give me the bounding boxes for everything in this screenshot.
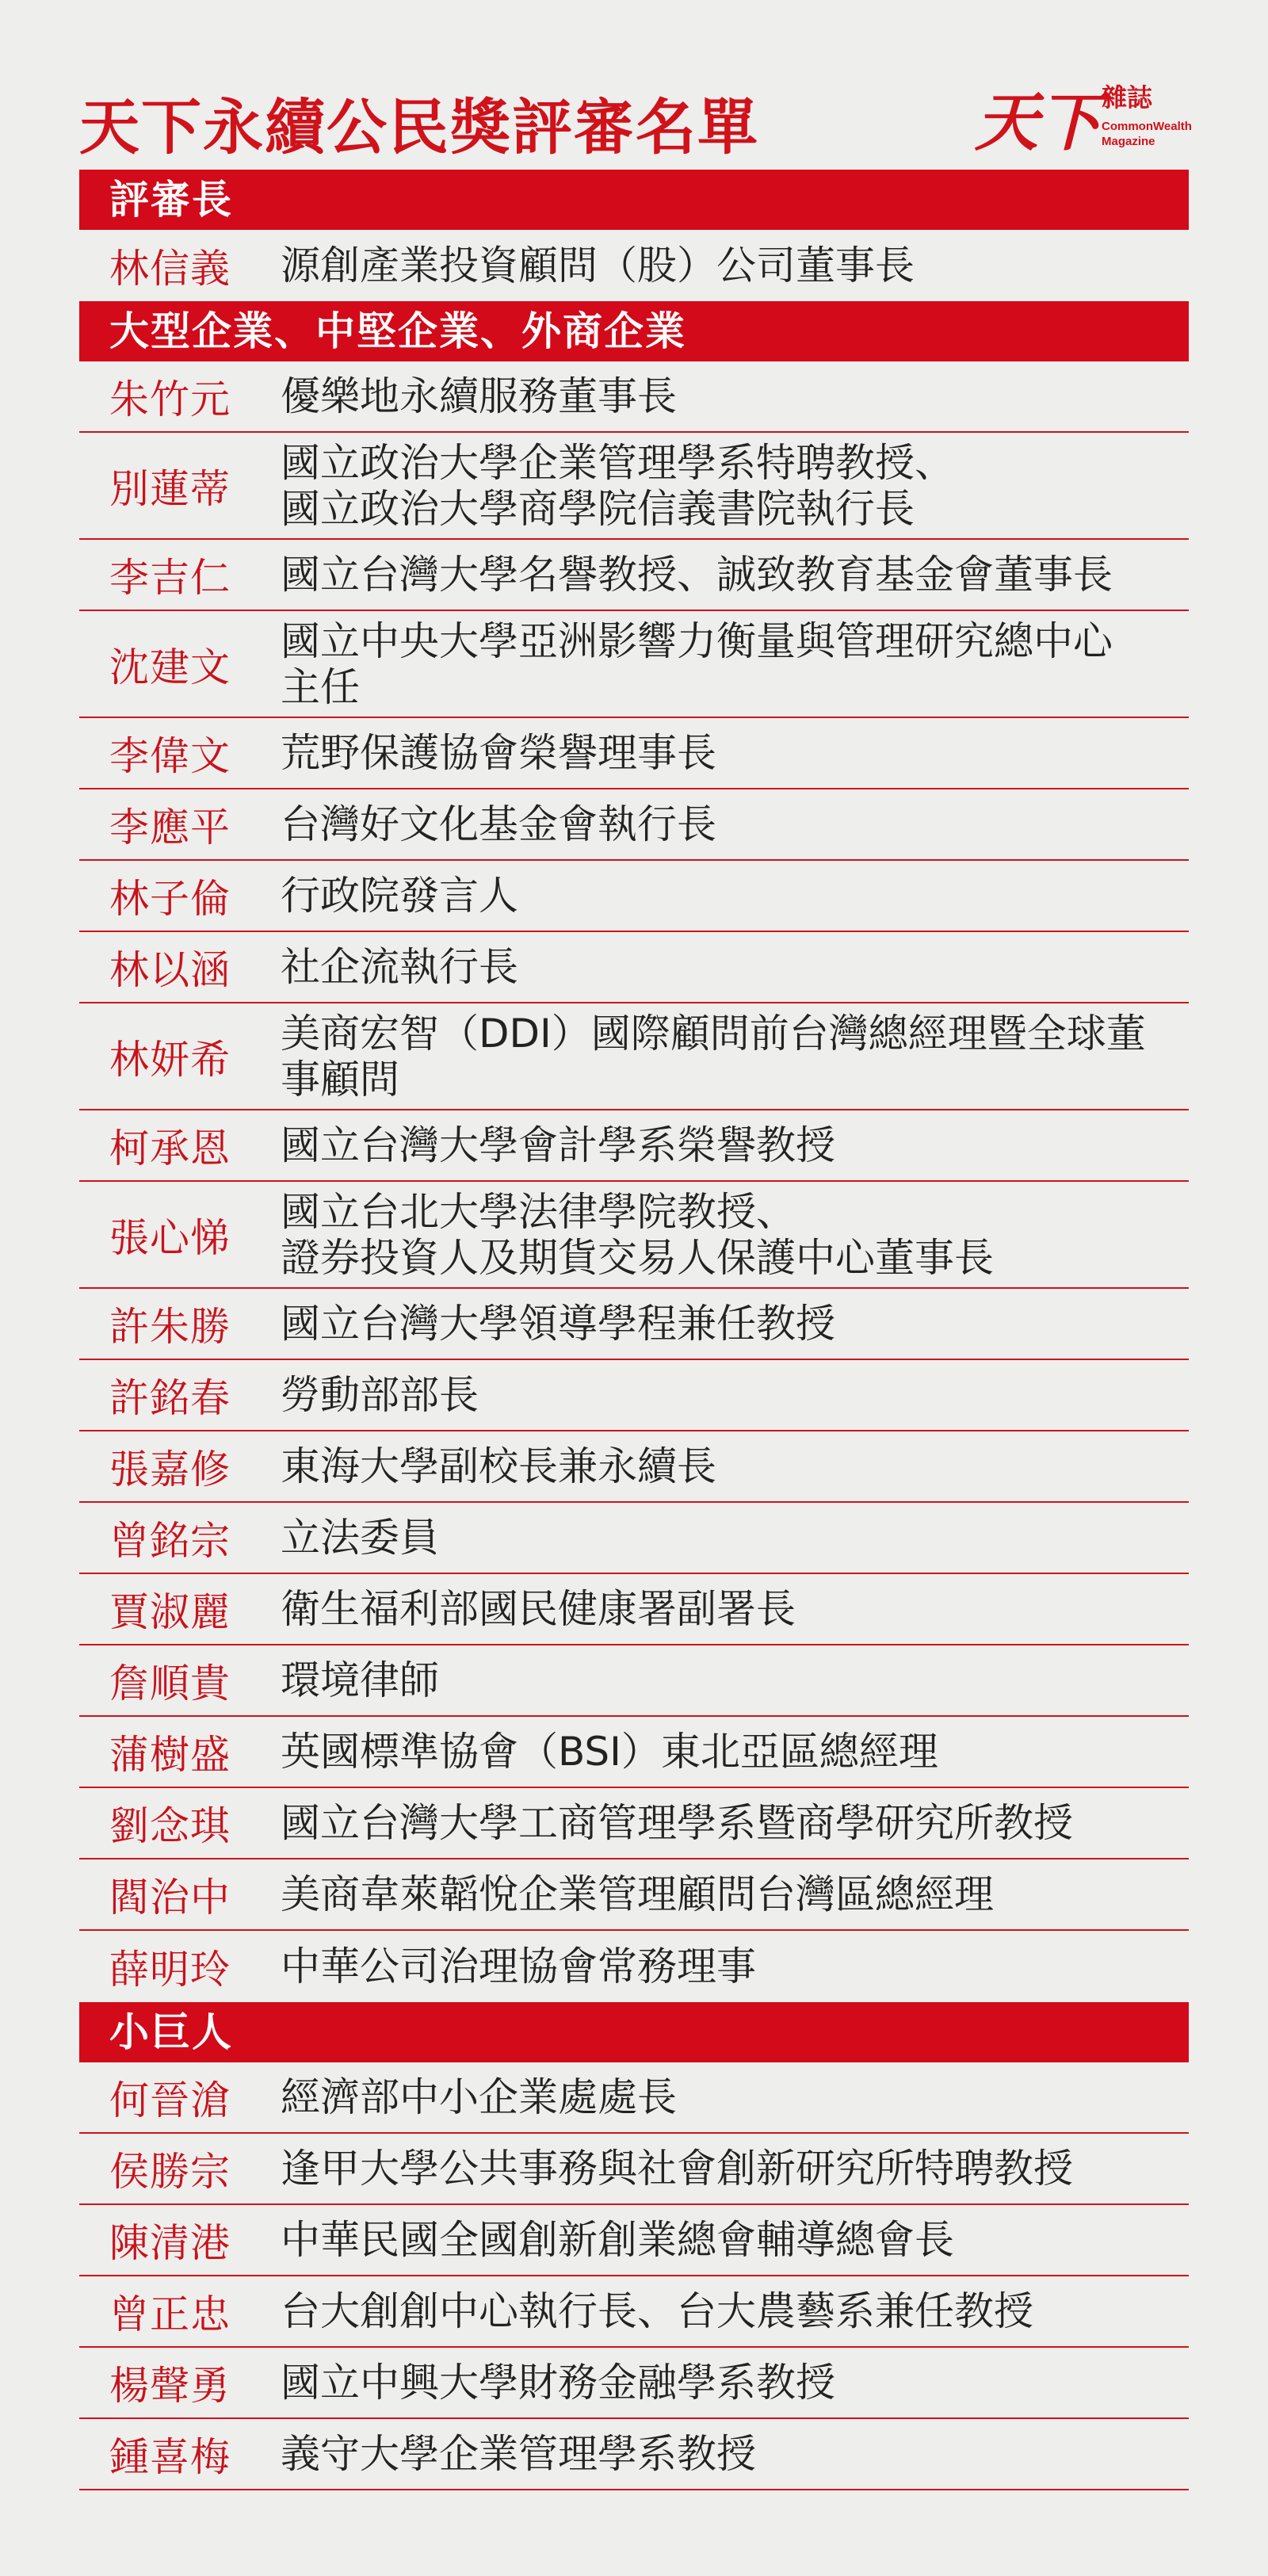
- page-header: [79, 63, 1192, 174]
- judge-name: 張嘉修: [109, 1447, 231, 1492]
- judge-row: [79, 789, 1189, 861]
- judge-row: [79, 2134, 1189, 2205]
- judge-name: 侯勝宗: [109, 2149, 231, 2195]
- judge-row: [79, 1645, 1189, 1717]
- judge-row: [79, 1503, 1189, 1574]
- judge-row: [79, 718, 1189, 789]
- judge-role: 社企流執行長: [281, 944, 518, 990]
- judge-name: 沈建文: [109, 644, 231, 690]
- judge-role: 台大創創中心執行長、台大農藝系兼任教授: [281, 2288, 1033, 2334]
- judge-name: 曾銘宗: [109, 1518, 231, 1564]
- judge-name: 朱竹元: [109, 376, 231, 422]
- judge-name: 劉念琪: [109, 1803, 231, 1849]
- judge-role: 立法委員: [281, 1515, 439, 1561]
- judge-role: 環境律師: [281, 1657, 439, 1703]
- logo-english-text: [1102, 119, 1192, 149]
- judge-name: 張心悌: [109, 1214, 231, 1261]
- judge-row: [79, 2205, 1189, 2276]
- judge-role: 國立台北大學法律學院教授、 證券投資人及期貨交易人保護中心董事長: [281, 1188, 994, 1281]
- judge-role: 荒野保護協會榮譽理事長: [281, 730, 716, 776]
- judge-name: 陳清港: [109, 2220, 231, 2266]
- judge-row: [79, 2062, 1189, 2134]
- judge-row: [79, 1360, 1189, 1431]
- logo-mark: 天下: [975, 85, 1102, 159]
- judge-row: [79, 230, 1189, 301]
- judge-role: 國立台灣大學名譽教授、誠致教育基金會董事長: [281, 552, 1113, 598]
- judge-role: 英國標準協會（BSI）東北亞區總經理: [281, 1729, 938, 1775]
- judge-name: 李吉仁: [109, 555, 231, 601]
- judge-name: 何晉滄: [109, 2077, 231, 2123]
- judge-role: 中華民國全國創新創業總會輔導總會長: [281, 2217, 954, 2263]
- judge-role: 逢甲大學公共事務與社會創新研究所特聘教授: [281, 2146, 1073, 2192]
- judge-row: [79, 611, 1189, 718]
- judge-row: [79, 2348, 1189, 2419]
- judge-role: 義守大學企業管理學系教授: [281, 2431, 756, 2477]
- judge-role: 國立台灣大學領導學程兼任教授: [281, 1301, 835, 1347]
- judge-row: [79, 1003, 1189, 1110]
- judge-role: 行政院發言人: [281, 873, 518, 919]
- judge-name: 詹順貴: [109, 1661, 231, 1707]
- judge-row: [79, 1717, 1189, 1788]
- judge-row: [79, 1289, 1189, 1360]
- judge-row: [79, 361, 1189, 433]
- judge-row: [79, 1574, 1189, 1645]
- section-header: 小巨人: [79, 2002, 1189, 2062]
- logo-english-line-2: Magazine: [1102, 135, 1155, 148]
- judge-role: 源創產業投資顧問（股）公司董事長: [281, 243, 915, 289]
- judge-name: 柯承恩: [109, 1126, 231, 1171]
- judge-role: 美商韋萊韜悅企業管理顧問台灣區總經理: [281, 1871, 994, 1917]
- judge-row: [79, 1182, 1189, 1289]
- judge-role: 國立中央大學亞洲影響力衡量與管理研究總中心 主任: [281, 617, 1113, 710]
- judge-role: 勞動部部長: [281, 1372, 479, 1418]
- section-header: 評審長: [79, 170, 1189, 230]
- judge-row: [79, 1431, 1189, 1503]
- judge-role: 國立中興大學財務金融學系教授: [281, 2360, 835, 2406]
- judge-name: 賈淑麗: [109, 1589, 231, 1635]
- judge-row: [79, 1788, 1189, 1859]
- judge-row: [79, 2419, 1189, 2490]
- judge-row: [79, 2276, 1189, 2348]
- judge-name: 許銘春: [109, 1375, 231, 1421]
- judge-role: 衛生福利部國民健康署副署長: [281, 1586, 796, 1632]
- logo-chinese-text: 雜誌: [1102, 82, 1153, 113]
- judge-row: [79, 1110, 1189, 1182]
- judge-name: 曾正忠: [109, 2291, 231, 2337]
- judge-name: 李應平: [109, 805, 231, 850]
- judge-name: 別蓮蒂: [109, 465, 231, 512]
- judge-name: 林妍希: [109, 1036, 231, 1083]
- judge-role: 優樂地永續服務董事長: [281, 373, 677, 419]
- page-title: 天下永續公民獎評審名單: [79, 92, 759, 162]
- judge-row: [79, 540, 1189, 611]
- judge-role: 台灣好文化基金會執行長: [281, 801, 716, 847]
- judge-name: 林子倫: [109, 876, 231, 922]
- judge-name: 許朱勝: [109, 1304, 231, 1350]
- judge-name: 閻治中: [109, 1875, 231, 1921]
- commonwealth-logo: [975, 71, 1192, 166]
- judge-role: 國立政治大學企業管理學系特聘教授、 國立政治大學商學院信義書院執行長: [281, 439, 954, 532]
- judge-role: 美商宏智（DDI）國際顧問前台灣總經理暨全球董 事顧問: [281, 1010, 1146, 1103]
- judge-row: [79, 433, 1189, 540]
- judge-name: 鍾喜梅: [109, 2434, 231, 2480]
- judge-row: [79, 1859, 1189, 1931]
- judge-name: 蒲樹盛: [109, 1732, 231, 1778]
- judge-role: 經濟部中小企業處處長: [281, 2074, 677, 2120]
- judge-name: 薛明玲: [109, 1947, 231, 1993]
- judge-role: 東海大學副校長兼永續長: [281, 1443, 716, 1489]
- logo-english-line-1: CommonWealth: [1102, 120, 1192, 133]
- section-header: 大型企業、中堅企業、外商企業: [79, 301, 1189, 361]
- judge-role: 國立台灣大學會計學系榮譽教授: [281, 1122, 835, 1168]
- judge-role: 國立台灣大學工商管理學系暨商學研究所教授: [281, 1800, 1073, 1846]
- judge-name: 林以涵: [109, 947, 231, 993]
- judge-name: 李偉文: [109, 733, 231, 779]
- judge-role: 中華公司治理協會常務理事: [281, 1943, 756, 1989]
- judge-row: [79, 861, 1189, 932]
- judge-row: [79, 1931, 1189, 2002]
- judge-name: 楊聲勇: [109, 2363, 231, 2409]
- judge-list: [79, 170, 1189, 2490]
- judge-row: [79, 932, 1189, 1003]
- judge-name: 林信義: [109, 246, 231, 292]
